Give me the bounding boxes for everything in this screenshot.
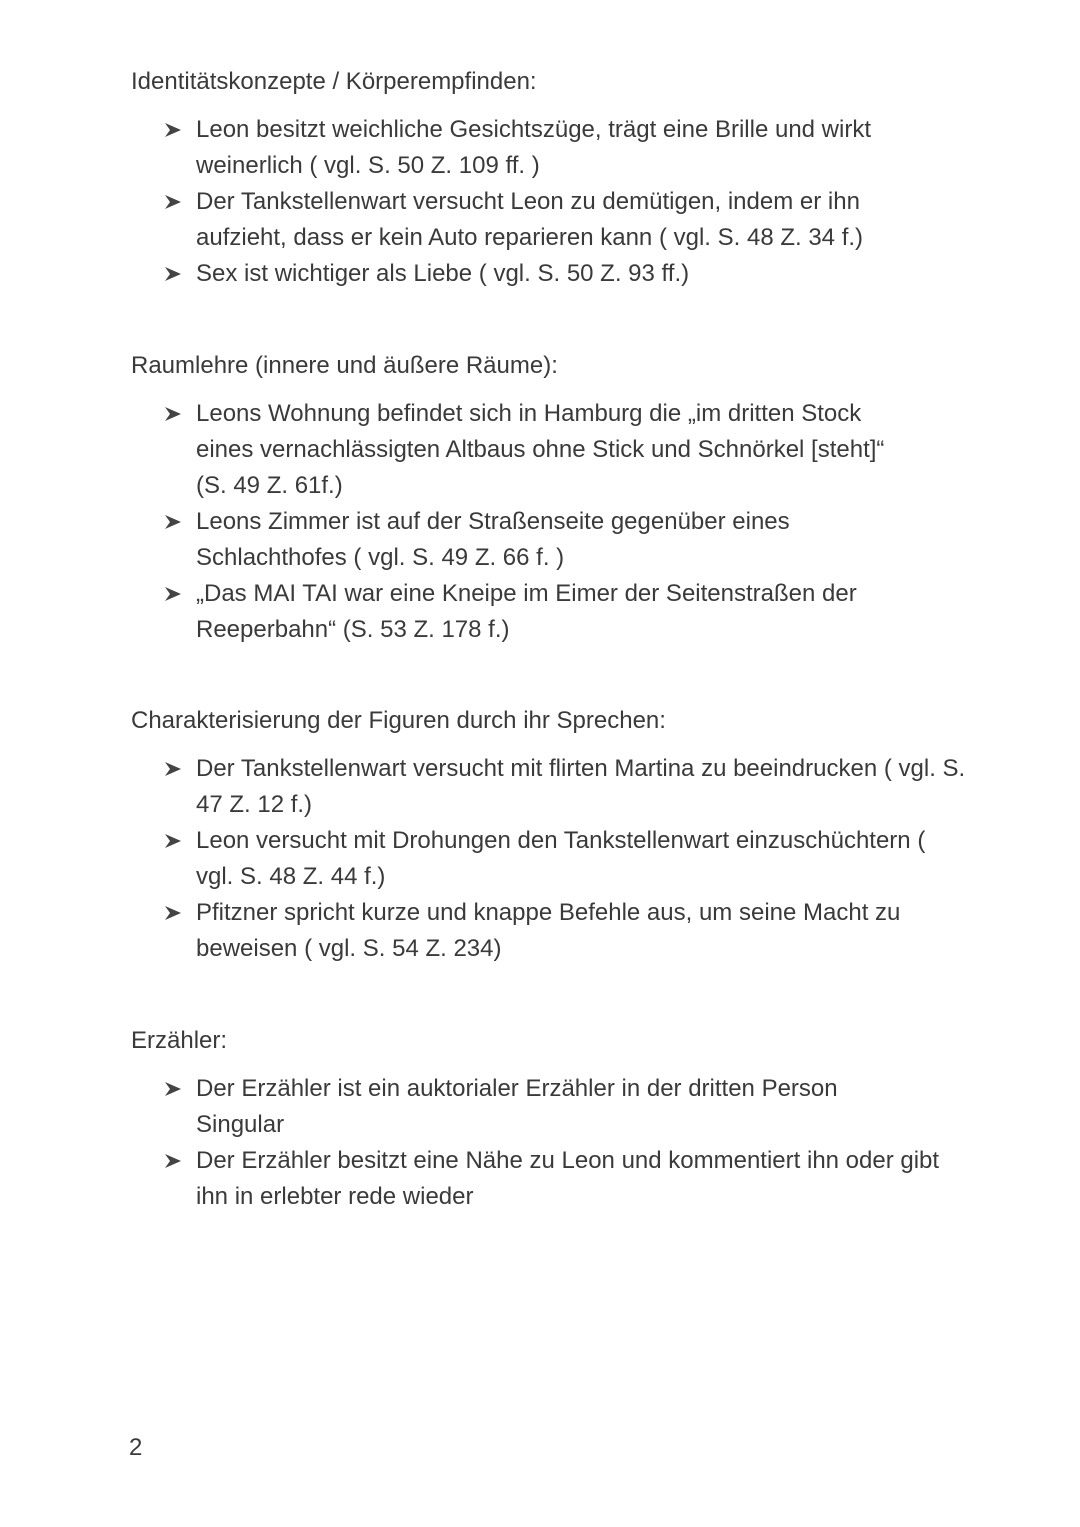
bullet-list — [131, 1071, 961, 1215]
list-item-text: Leon versucht mit Drohungen den Tankstellenwart einzuschüchtern ( vgl. S. 48 Z. 44 f.) — [196, 827, 926, 890]
list-item-text: Der Erzähler ist ein auktorialer Erzähler in der dritten Person Singular — [196, 1075, 838, 1138]
list-item — [131, 1143, 966, 1215]
list-item-text: Der Tankstellenwart versucht mit flirten Martina zu beeindrucken ( vgl. S. 47 Z. 12 f.) — [196, 755, 966, 818]
arrow-bullet-icon — [164, 194, 182, 210]
section-identitaetskonzepte — [131, 64, 961, 292]
section-heading: Charakterisierung der Figuren durch ihr Sprechen: — [131, 707, 666, 734]
section-charakterisierung — [131, 703, 966, 967]
list-item — [131, 751, 966, 823]
list-item-text: Pfitzner spricht kurze und knappe Befehle aus, um seine Macht zu beweisen ( vgl. S. 54 Z. 234) — [196, 899, 901, 962]
list-item-text: Der Erzähler besitzt eine Nähe zu Leon und kommentiert ihn oder gibt ihn in erlebter rede wieder — [196, 1147, 940, 1210]
list-item — [131, 396, 911, 504]
list-item — [131, 576, 911, 648]
section-heading: Raumlehre (innere und äußere Räume): — [131, 352, 558, 379]
arrow-bullet-icon — [164, 833, 182, 849]
list-item — [131, 256, 916, 292]
bullet-list — [131, 112, 961, 292]
list-item-text: Der Tankstellenwart versucht Leon zu demütigen, indem er ihn aufzieht, dass er kein Auto reparieren kann ( vgl. S. 48 Z. 34 f.) — [196, 188, 864, 251]
arrow-bullet-icon — [164, 905, 182, 921]
arrow-bullet-icon — [164, 406, 182, 422]
section-erzaehler — [131, 1023, 961, 1215]
page-number: 2 — [129, 1434, 143, 1461]
arrow-bullet-icon — [164, 266, 182, 282]
list-item — [131, 1071, 931, 1143]
list-item — [131, 184, 916, 256]
section-heading: Identitätskonzepte / Körperempfinden: — [131, 68, 537, 95]
bullet-list — [131, 396, 961, 648]
list-item — [131, 504, 911, 576]
arrow-bullet-icon — [164, 514, 182, 530]
list-item — [131, 823, 966, 895]
list-item — [131, 112, 916, 184]
section-raumlehre — [131, 348, 961, 648]
arrow-bullet-icon — [164, 1081, 182, 1097]
list-item-text: Leons Wohnung befindet sich in Hamburg die „im dritten Stock eines vernachlässigten Altbaus ohne Stick und Schnörkel [steht]“ (S. 49 Z. 61f.) — [196, 400, 885, 499]
arrow-bullet-icon — [164, 586, 182, 602]
list-item-text: Leons Zimmer ist auf der Straßenseite gegenüber eines Schlachthofes ( vgl. S. 49 Z. 66 f. ) — [196, 508, 790, 571]
section-heading: Erzähler: — [131, 1027, 228, 1054]
arrow-bullet-icon — [164, 1153, 182, 1169]
list-item-text: „Das MAI TAI war eine Kneipe im Eimer der Seitenstraßen der Reeperbahn“ (S. 53 Z. 178 f.) — [196, 580, 857, 643]
list-item — [131, 895, 966, 967]
list-item-text: Sex ist wichtiger als Liebe ( vgl. S. 50 Z. 93 ff.) — [196, 260, 690, 287]
bullet-list — [131, 751, 966, 967]
arrow-bullet-icon — [164, 122, 182, 138]
arrow-bullet-icon — [164, 761, 182, 777]
list-item-text: Leon besitzt weichliche Gesichtszüge, trägt eine Brille und wirkt weinerlich ( vgl. S. 50 Z. 109 ff. ) — [196, 116, 871, 179]
